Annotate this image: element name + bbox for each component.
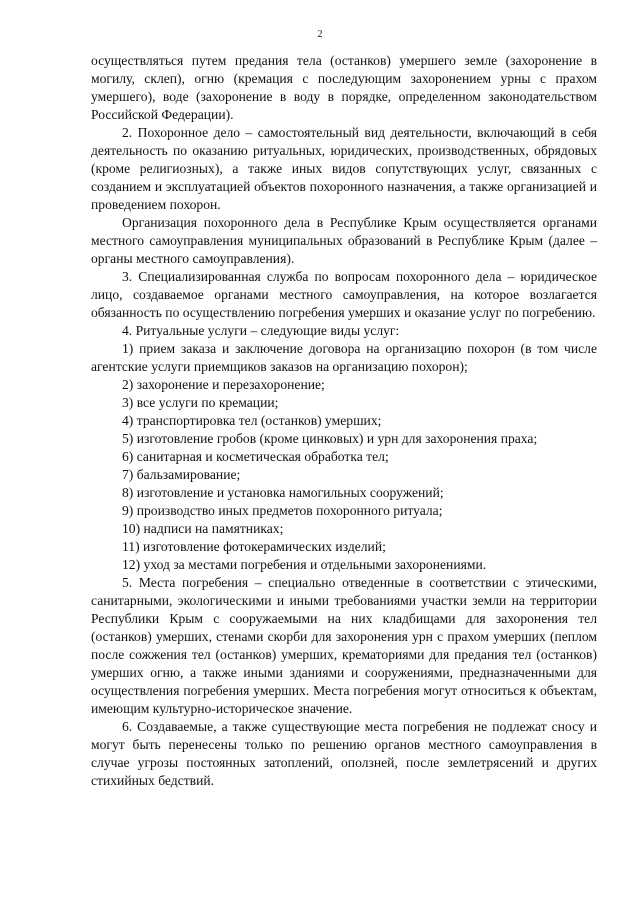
list-item-9: 9) производство иных предметов похоронного ритуала; — [122, 503, 443, 518]
paragraph-organization: Организация похоронного дела в Республике Крым осуществляется органами местного самоуправления муниципальных образований в Республике Крым (далее – органы местного самоуправления). — [91, 215, 597, 266]
document-body — [91, 52, 597, 790]
paragraph-item-3: 3. Специализированная служба по вопросам похоронного дела – юридическое лицо, создаваемое органами местного самоуправления, на которое возлагается обязанность по осуществлению погребения умерших и оказание услуг по погребению. — [91, 269, 597, 320]
paragraph-item-5: 5. Места погребения – специально отведенные в соответствии с этическими, санитарными, экологическими и иными требованиями участки земли на территории Республики Крым с сооружаемыми на них кладбищами для захоронения тел (останков) умерших, стенами скорби для захоронения урн с прахом умерших (пеплом после сожжения тел (останков) умерших, крематориями для предания тел (останков) умерших огню, а также иными зданиями и сооружениями, предназначенными для осуществления погребения умерших. Места погребения могут относиться к объектам, имеющим культурно-историческое значение. — [91, 575, 597, 716]
list-item-7: 7) бальзамирование; — [122, 467, 241, 482]
list-item-12: 12) уход за местами погребения и отдельными захоронениями. — [122, 557, 487, 572]
list-item-4: 4) транспортировка тел (останков) умерших; — [122, 413, 382, 428]
paragraph-continuation: осуществляться путем предания тела (останков) умершего земле (захоронение в могилу, склеп), огню (кремация с последующим захоронением урны с прахом умершего), воде (захоронение в воду в порядке, определенном законодательством Российской Федерации). — [91, 53, 597, 122]
list-item-1: 1) прием заказа и заключение договора на организацию похорон (в том числе агентские услуги приемщиков заказов на организацию похорон); — [91, 341, 597, 374]
paragraph-item-4: 4. Ритуальные услуги – следующие виды услуг: — [122, 323, 400, 338]
paragraph-item-2: 2. Похоронное дело – самостоятельный вид деятельности, включающий в себя деятельность по оказанию ритуальных, юридических, производственных, обрядовых (кроме религиозных), а также иных видов сопутствующих услуг, связанных с созданием и эксплуатацией объектов похоронного назначения, а также организацией и проведением похорон. — [91, 125, 597, 212]
list-item-2: 2) захоронение и перезахоронение; — [122, 377, 325, 392]
list-item-11: 11) изготовление фотокерамических изделий; — [122, 539, 386, 554]
list-item-5: 5) изготовление гробов (кроме цинковых) и урн для захоронения праха; — [122, 431, 538, 446]
list-item-10: 10) надписи на памятниках; — [122, 521, 284, 536]
list-item-3: 3) все услуги по кремации; — [122, 395, 279, 410]
list-item-8: 8) изготовление и установка намогильных сооружений; — [122, 485, 444, 500]
paragraph-item-6: 6. Создаваемые, а также существующие места погребения не подлежат сносу и могут быть перенесены только по решению органов местного самоуправления в случае угрозы постоянных затоплений, оползней, после землетрясений и других стихийных бедствий. — [91, 719, 597, 788]
list-item-6: 6) санитарная и косметическая обработка тел; — [122, 449, 389, 464]
page-number: 2 — [317, 29, 323, 40]
